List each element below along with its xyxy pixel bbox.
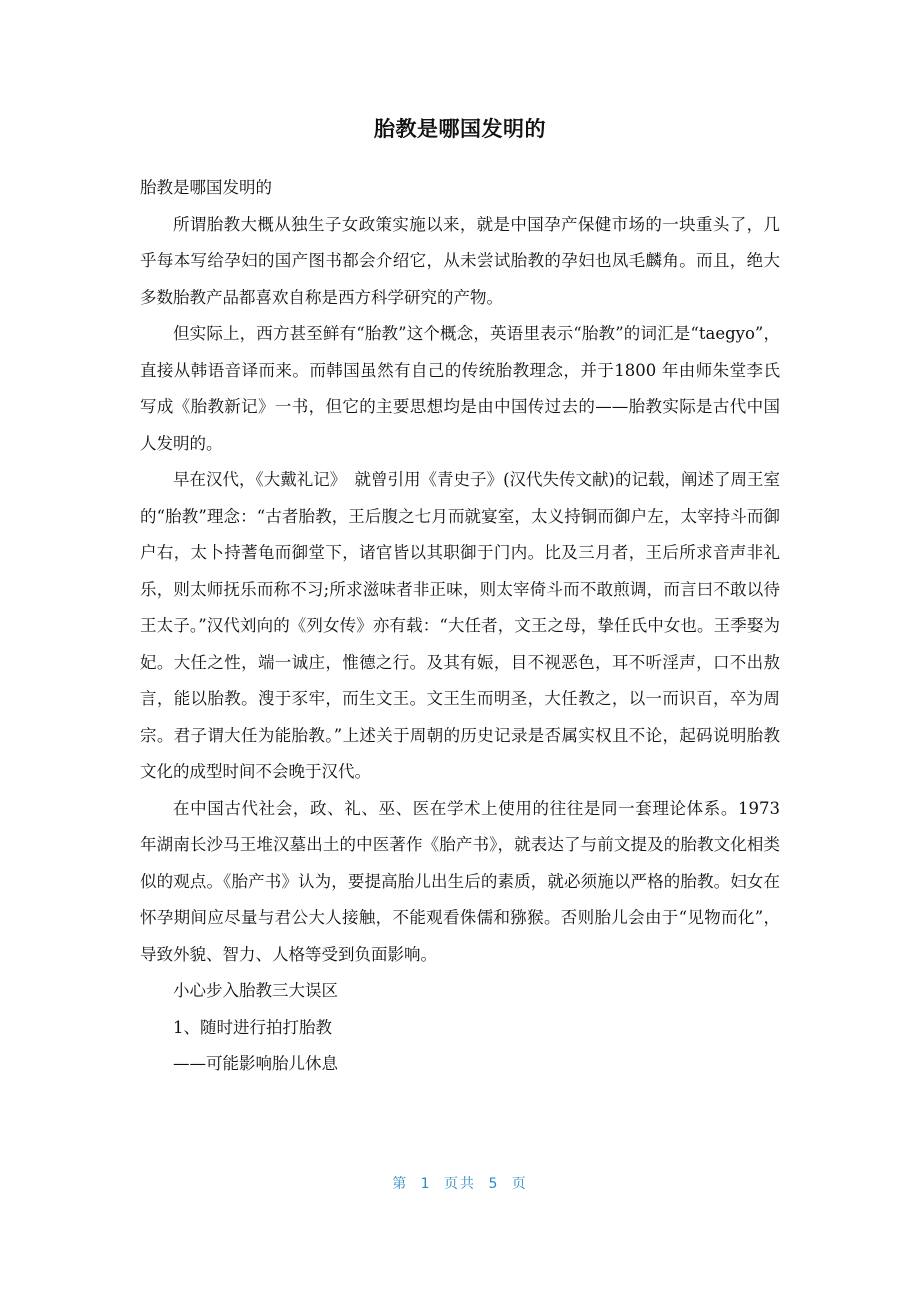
list-item: 1、随时进行拍打胎教 [173, 1017, 332, 1037]
section-heading: 小心步入胎教三大误区 [173, 981, 338, 1000]
paragraph: 在中国古代社会，政、礼、巫、医在学术上使用的往往是同一套理论体系。1973 年湖南长沙马王堆汉墓出土的中医著作《胎产书》，就表达了与前文提及的胎教文化相类似的观点。《胎产书》认为，要提高胎儿出生后的素质，就必须施以严格的胎教。妇女在怀孕期间应尽量与君公大人接触，不能观看侏儒和猕猴。否则胎儿会由于“见物而化”，导致外貌、智力、人格等受到负面影响。 [140, 798, 780, 964]
paragraph-subtitle: 胎教是哪国发明的 [140, 178, 272, 197]
paragraph: 早在汉代，《大戴礼记》 就曾引用《青史子》(汉代失传文献)的记载，阐述了周王室的“胎教”理念：“古者胎教，王后腹之七月而就宴室，太义持铜而御户左，太宰持斗而御户右，太卜持蓍龟而御堂下，诸官皆以其职御于门内。比及三月者，王后所求音声非礼乐，则太师抚乐而称不习;所求滋味者非正味，则太宰倚斗而不敢煎调，而言曰不敢以待王太子。”汉代刘向的《列女传》亦有载：“大任者，文王之母，挚任氏中女也。王季娶为妃。大任之性，端一诚庄，惟德之行。及其有娠，目不视恶色，耳不听淫声，口不出敖言，能以胎教。溲于豕牢，而生文王。文王生而明圣，大任教之，以一而识百，卒为周宗。君子谓大任为能胎教。”上述关于周朝的历史记录是否属实权且不论，起码说明胎教文化的成型时间不会晚于汉代。 [140, 470, 780, 781]
document-body [140, 170, 780, 1083]
document-title: 胎教是哪国发明的 [374, 117, 546, 141]
paragraph: 所谓胎教大概从独生子女政策实施以来，就是中国孕产保健市场的一块重头了，几乎每本写给孕妇的国产图书都会介绍它，从未尝试胎教的孕妇也凤毛麟角。而且，绝大多数胎教产品都喜欢自称是西方科学研究的产物。 [140, 214, 780, 307]
list-item-note: ——可能影响胎儿休息 [173, 1054, 338, 1073]
paragraph: 但实际上，西方甚至鲜有“胎教”这个概念，英语里表示“胎教”的词汇是“taegyo”，直接从韩语音译而来。而韩国虽然有自己的传统胎教理念，并于1800 年由师朱堂李氏写成《胎教新记》一书，但它的主要思想均是由中国传过去的——胎教实际是古代中国人发明的。 [140, 324, 780, 453]
page-number-footer: 第 1 页共 5 页 [392, 1176, 528, 1192]
